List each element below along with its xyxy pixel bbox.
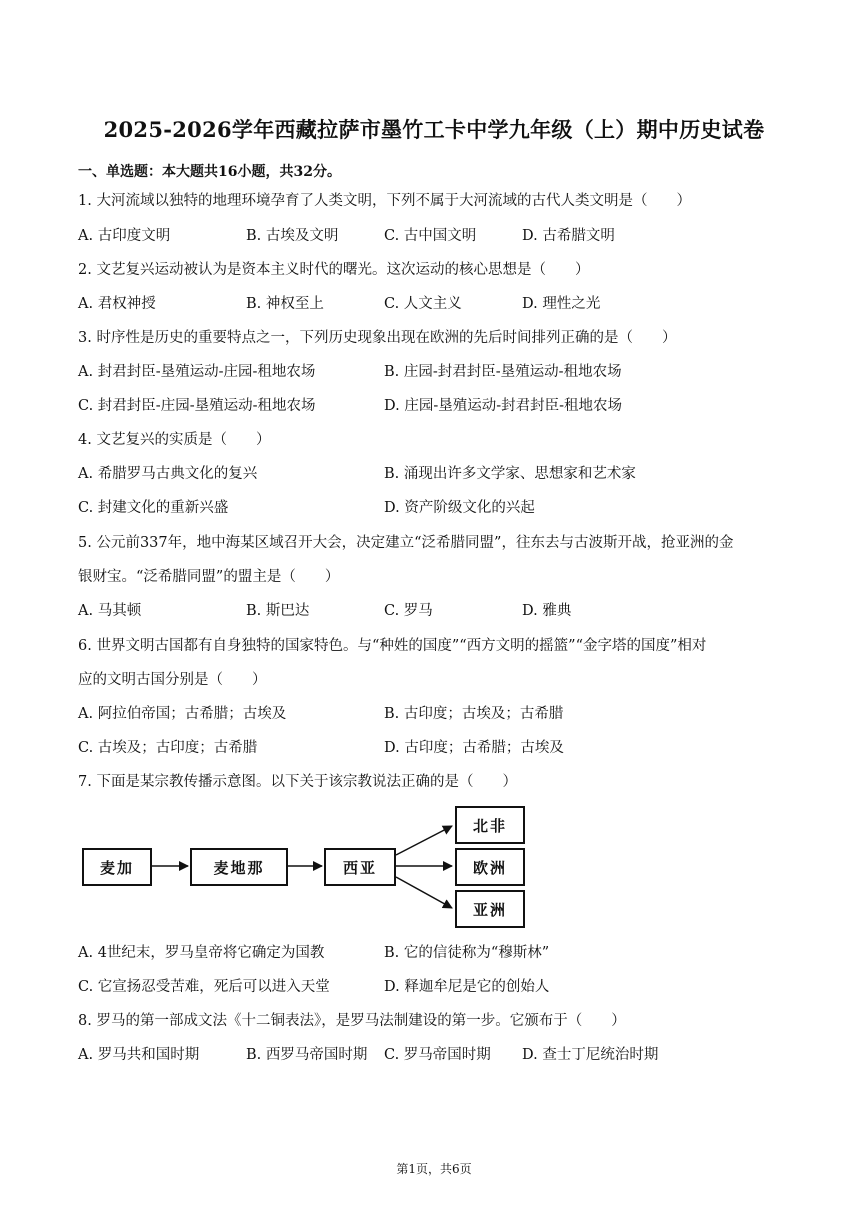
q7-option-c[interactable]: C. 它宣扬忍受苦难，死后可以进入天堂 <box>78 979 330 995</box>
question-6-stem-line-1: 6. 世界文明古国都有自身独特的国家特色。与“种姓的国度”“西方文明的摇篮”“金字塔的国度”相对 <box>78 638 707 654</box>
node-europe: 欧洲 <box>455 848 525 886</box>
question-4-stem: 4. 文艺复兴的实质是（ ） <box>78 432 271 448</box>
node-north-africa: 北非 <box>455 806 525 844</box>
q7-option-a[interactable]: A. 4世纪末，罗马皇帝将它确定为国教 <box>78 945 325 961</box>
q8-option-c[interactable]: C. 罗马帝国时期 <box>384 1047 491 1063</box>
node-medina: 麦地那 <box>190 848 288 886</box>
q2-option-b[interactable]: B. 神权至上 <box>246 296 324 312</box>
q5-option-d[interactable]: D. 雅典 <box>522 603 572 619</box>
q5-option-c[interactable]: C. 罗马 <box>384 603 433 619</box>
q1-option-b[interactable]: B. 古埃及文明 <box>246 228 339 244</box>
q6-option-a[interactable]: A. 阿拉伯帝国；古希腊；古埃及 <box>78 706 287 722</box>
q1-option-a[interactable]: A. 古印度文明 <box>78 228 171 244</box>
q3-option-c[interactable]: C. 封君封臣-庄园-垦殖运动-租地农场 <box>78 398 316 414</box>
q5-option-a[interactable]: A. 马其顿 <box>78 603 142 619</box>
religion-spread-diagram <box>78 800 538 930</box>
question-7-stem: 7. 下面是某宗教传播示意图。以下关于该宗教说法正确的是（ ） <box>78 774 517 790</box>
q3-option-a[interactable]: A. 封君封臣-垦殖运动-庄园-租地农场 <box>78 364 316 380</box>
arrow-to-asia <box>396 877 452 908</box>
q4-option-a[interactable]: A. 希腊罗马古典文化的复兴 <box>78 466 258 482</box>
q7-option-b[interactable]: B. 它的信徒称为“穆斯林” <box>384 945 550 961</box>
node-asia: 亚洲 <box>455 890 525 928</box>
q6-option-c[interactable]: C. 古埃及；古印度；古希腊 <box>78 740 258 756</box>
q2-option-d[interactable]: D. 理性之光 <box>522 296 601 312</box>
q6-option-b[interactable]: B. 古印度；古埃及；古希腊 <box>384 706 564 722</box>
q3-option-b[interactable]: B. 庄园-封君封臣-垦殖运动-租地农场 <box>384 364 622 380</box>
q5-option-b[interactable]: B. 斯巴达 <box>246 603 310 619</box>
q4-option-c[interactable]: C. 封建文化的重新兴盛 <box>78 500 229 516</box>
q4-option-d[interactable]: D. 资产阶级文化的兴起 <box>384 500 535 516</box>
page-title: 2025-2026学年西藏拉萨市墨竹工卡中学九年级（上）期中历史试卷 <box>103 117 765 142</box>
q2-option-c[interactable]: C. 人文主义 <box>384 296 462 312</box>
q3-option-d[interactable]: D. 庄园-垦殖运动-封君封臣-租地农场 <box>384 398 623 414</box>
q4-option-b[interactable]: B. 涌现出许多文学家、思想家和艺术家 <box>384 466 636 482</box>
q8-option-b[interactable]: B. 西罗马帝国时期 <box>246 1047 368 1063</box>
question-1-stem: 1. 大河流域以独特的地理环境孕育了人类文明，下列不属于大河流域的古代人类文明是（ ） <box>78 193 691 209</box>
question-2-stem: 2. 文艺复兴运动被认为是资本主义时代的曙光。这次运动的核心思想是（ ） <box>78 262 590 278</box>
node-mecca: 麦加 <box>82 848 152 886</box>
question-5-stem-line-1: 5. 公元前337年，地中海某区域召开大会，决定建立“泛希腊同盟”，往东去与古波斯开战，抢亚洲的金 <box>78 535 734 551</box>
q8-option-d[interactable]: D. 查士丁尼统治时期 <box>522 1047 659 1063</box>
node-west-asia: 西亚 <box>324 848 396 886</box>
question-8-stem: 8. 罗马的第一部成文法《十二铜表法》，是罗马法制建设的第一步。它颁布于（ ） <box>78 1013 626 1029</box>
arrow-to-north-africa <box>396 826 452 855</box>
q1-option-d[interactable]: D. 古希腊文明 <box>522 228 615 244</box>
question-3-stem: 3. 时序性是历史的重要特点之一，下列历史现象出现在欧洲的先后时间排列正确的是（ ） <box>78 330 677 346</box>
q7-option-d[interactable]: D. 释迦牟尼是它的创始人 <box>384 979 550 995</box>
q6-option-d[interactable]: D. 古印度；古希腊；古埃及 <box>384 740 564 756</box>
question-5-stem-line-2: 银财宝。“泛希腊同盟”的盟主是（ ） <box>78 569 340 585</box>
q8-option-a[interactable]: A. 罗马共和国时期 <box>78 1047 200 1063</box>
page-footer: 第1页，共6页 <box>396 1162 472 1176</box>
q2-option-a[interactable]: A. 君权神授 <box>78 296 156 312</box>
q1-option-c[interactable]: C. 古中国文明 <box>384 228 477 244</box>
question-6-stem-line-2: 应的文明古国分别是（ ） <box>78 672 267 688</box>
section-heading: 一、单选题：本大题共16小题，共32分。 <box>78 164 341 180</box>
